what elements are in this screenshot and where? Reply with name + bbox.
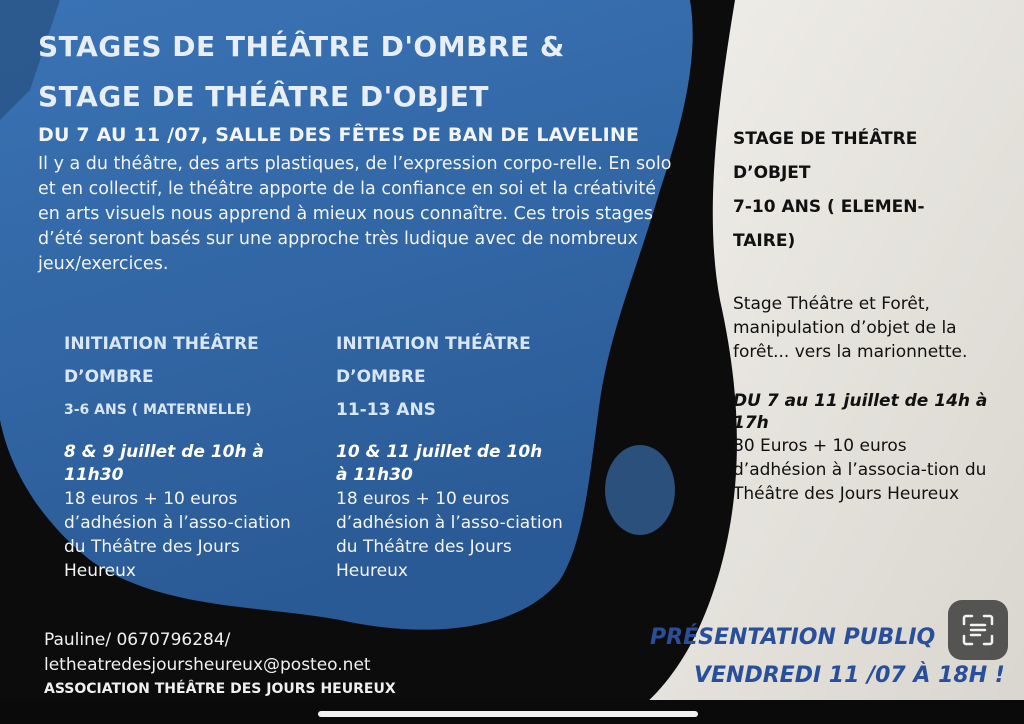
workshop-title: D’OBJET (733, 163, 811, 183)
title-line-2: STAGE DE THÉÂTRE D'OBJET (38, 80, 490, 113)
workshop-title: STAGE DE THÉÂTRE (733, 129, 918, 149)
intro-paragraph: Il y a du théâtre, des arts plastiques, de l’expression corpo-relle. En solo et en collectif, le théâtre apporte de la confiance en soi et la créativité en arts visuels nous apprend à mieux nous connaître. Ces trois stages d’été seront basés sur une approche très ludique avec de nombreux jeux/exercices. (38, 154, 672, 274)
title-line-1: STAGES DE THÉÂTRE D'OMBRE & (38, 30, 565, 63)
scan-text-icon (961, 613, 995, 647)
subtitle: DU 7 AU 11 /07, SALLE DES FÊTES DE BAN DE LAVELINE (38, 124, 640, 146)
live-text-scan-button[interactable] (948, 600, 1008, 660)
presentation-line-1: PRÉSENTATION PUBLIQ (650, 625, 936, 650)
association-name: ASSOCIATION THÉÂTRE DES JOURS HEUREUX (44, 681, 396, 697)
workshop-price: 18 euros + 10 euros d’adhésion à l’asso-ciation du Théâtre des Jours Heureux (64, 489, 291, 581)
workshop-title: INITIATION THÉÂTRE (64, 334, 259, 354)
workshop-age: TAIRE) (733, 231, 796, 251)
contact-phone: Pauline/ 0670796284/ (44, 630, 231, 650)
workshop-objet (733, 122, 1003, 506)
workshop-age: 11-13 ANS (336, 400, 436, 420)
workshop-price: 80 Euros + 10 euros d’adhésion à l’associa-tion du Théâtre des Jours Heureux (733, 436, 987, 504)
contact-email: letheatredesjoursheureux@posteo.net (44, 655, 371, 675)
workshop-date: 8 & 9 juillet de 10h à 11h30 (64, 442, 264, 485)
workshop-title: D’OMBRE (64, 367, 154, 387)
workshop-description: Stage Théâtre et Forêt, manipulation d’objet de la forêt... vers la marionnette. (733, 294, 968, 362)
workshop-date: 10 & 11 juillet de 10h à 11h30 (336, 442, 543, 485)
workshop-title: INITIATION THÉÂTRE (336, 334, 531, 354)
workshop-ombre-11-13 (336, 328, 586, 583)
workshop-age: 7-10 ANS ( ELEMEN- (733, 197, 925, 217)
workshop-title: D’OMBRE (336, 367, 426, 387)
presentation-line-2: VENDREDI 11 /07 À 18H ! (694, 663, 1005, 688)
workshop-age: 3-6 ANS ( MATERNELLE) (64, 402, 252, 418)
workshop-date: DU 7 au 11 juillet de 14h à 17h (733, 391, 988, 433)
workshop-price: 18 euros + 10 euros d’adhésion à l’asso-ciation du Théâtre des Jours Heureux (336, 489, 563, 581)
home-indicator[interactable] (318, 711, 698, 717)
workshop-ombre-3-6 (64, 328, 314, 583)
